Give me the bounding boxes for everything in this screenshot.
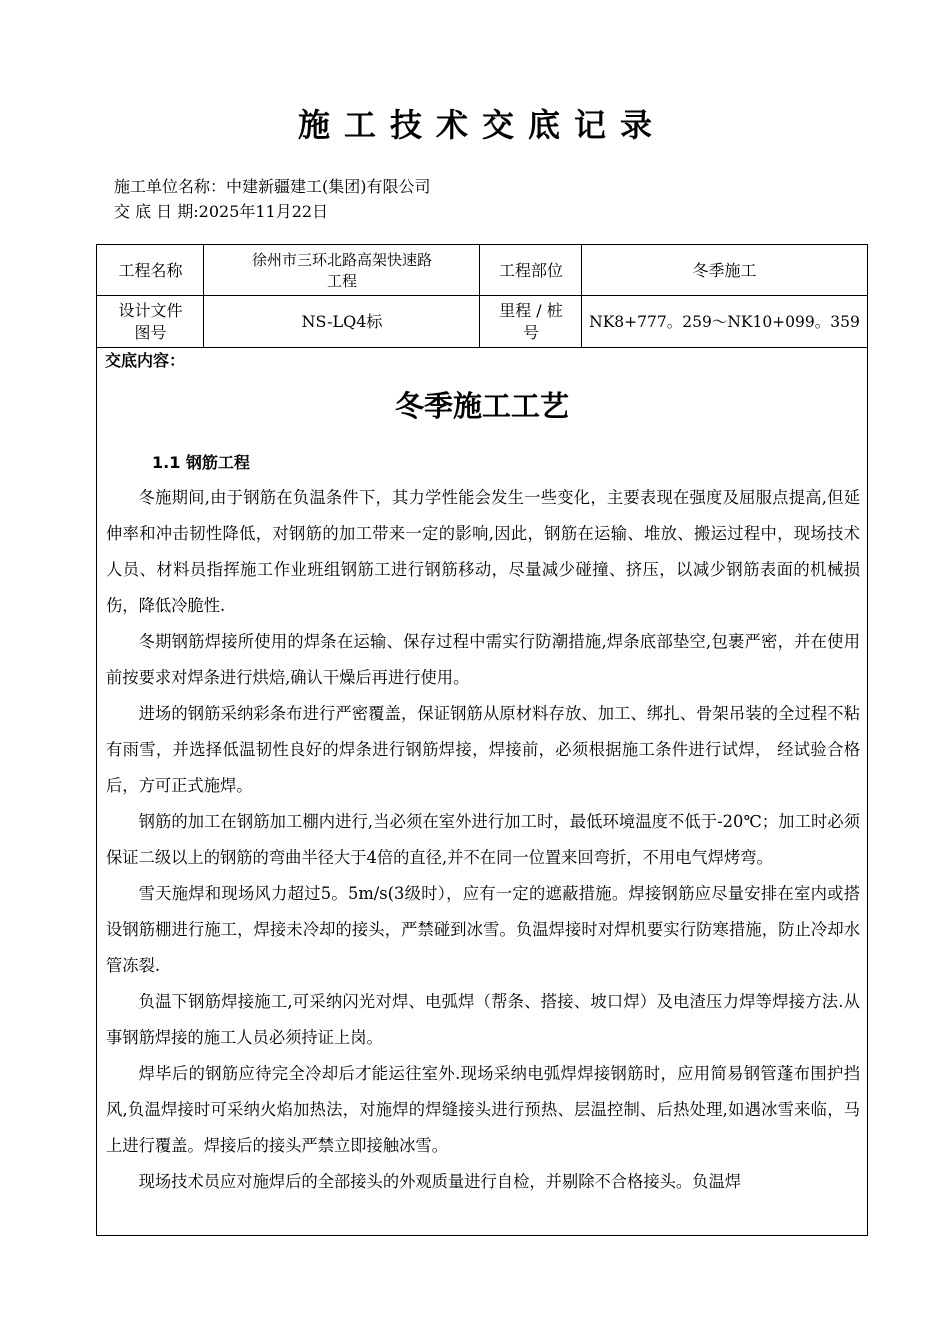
construction-unit: 施工单位名称：中建新疆建工(集团)有限公司 <box>114 177 431 196</box>
content-label: 交底内容： <box>105 351 186 370</box>
design-drawing-value <box>204 296 480 348</box>
content-body <box>106 480 860 1236</box>
chainage-label-line1: 里程 / 桩 <box>499 301 563 320</box>
project-part-label-text: 工程部位 <box>498 260 563 280</box>
paragraph: 冬期钢筋焊接所使用的焊条在运输、保存过程中需实行防潮措施,焊条底部垫空,包裹严密，并在使用前按要求对焊条进行烘焙,确认干燥后再进行使用。 <box>106 632 860 687</box>
paragraph: 负温下钢筋焊接施工,可采纳闪光对焊、电弧焊（帮条、搭接、坡口焊）及电渣压力焊等焊接方法.从事钢筋焊接的施工人员必须持证上岗。 <box>106 992 860 1047</box>
design-drawing-label-line1: 设计文件 <box>118 301 183 320</box>
project-name-label <box>97 245 204 296</box>
project-name-label-text: 工程名称 <box>118 260 183 280</box>
paragraph: 现场技术员应对施焊后的全部接头的外观质量进行自检，并剔除不合格接头。负温焊 <box>138 1172 742 1191</box>
paragraph: 雪天施焊和现场风力超过5。5m/s(3级时），应有一定的遮蔽措施。焊接钢筋应尽量安排在室内或搭设钢筋棚进行施工，焊接未冷却的接头，严禁碰到冰雪。负温焊接时对焊机要实行防寒措施，防止冷却水管冻裂. <box>106 884 860 975</box>
paragraph: 焊毕后的钢筋应待完全冷却后才能运往室外.现场采纳电弧焊焊接钢筋时，应用简易钢管蓬布围护挡风,负温焊接时可采纳火焰加热法，对施焊的焊缝接头进行预热、层温控制、后热处理,如遇冰雪来临，马上进行覆盖。焊接后的接头严禁立即接触冰雪。 <box>106 1064 860 1155</box>
chainage-label <box>480 296 582 348</box>
paragraph: 冬施期间,由于钢筋在负温条件下，其力学性能会发生一些变化，主要表现在强度及屈服点提高,但延伸率和冲击韧性降低，对钢筋的加工带来一定的影响,因此，钢筋在运输、堆放、搬运过程中，现场技术人员、材料员指挥施工作业班组钢筋工进行钢筋移动，尽量减少碰撞、挤压，以减少钢筋表面的机械损伤，降低冷脆性. <box>106 488 860 615</box>
briefing-date: 交 底 日 期:2025年11月22日 <box>114 202 329 221</box>
project-name-value-line2: 工程 <box>326 271 357 290</box>
design-drawing-label <box>97 296 204 348</box>
project-name-value <box>204 245 480 296</box>
project-name-value-line1: 徐州市三环北路高架快速路 <box>251 250 432 269</box>
design-drawing-label-line2: 图号 <box>134 323 167 342</box>
project-part-value <box>582 245 867 296</box>
paragraph: 进场的钢筋采纳彩条布进行严密覆盖，保证钢筋从原材料存放、加工、绑扎、骨架吊装的全过程不粘有雨雪，并选择低温韧性良好的焊条进行钢筋焊接，焊接前，必须根据施工条件进行试焊， 经试验合格后，方可正式施焊。 <box>106 704 860 795</box>
chainage-label-line2: 号 <box>522 323 539 342</box>
design-drawing-value-text: NS-LQ4标 <box>301 312 383 331</box>
project-part-label <box>480 245 582 296</box>
chainage-value <box>582 296 867 348</box>
project-part-value-text: 冬季施工 <box>692 260 757 280</box>
paragraph: 钢筋的加工在钢筋加工棚内进行,当必须在室外进行加工时，最低环境温度不低于-20℃；加工时必须保证二级以上的钢筋的弯曲半径大于4倍的直径,并不在同一位置来回弯折，不用电气焊烤弯。 <box>106 812 860 867</box>
chainage-value-text: NK8+777。259～NK10+099。359 <box>589 313 860 331</box>
document-title: 施工技术交底记录 <box>297 106 666 144</box>
section-heading: 1.1 钢筋工程 <box>152 453 250 472</box>
content-title: 冬季施工工艺 <box>394 389 569 423</box>
